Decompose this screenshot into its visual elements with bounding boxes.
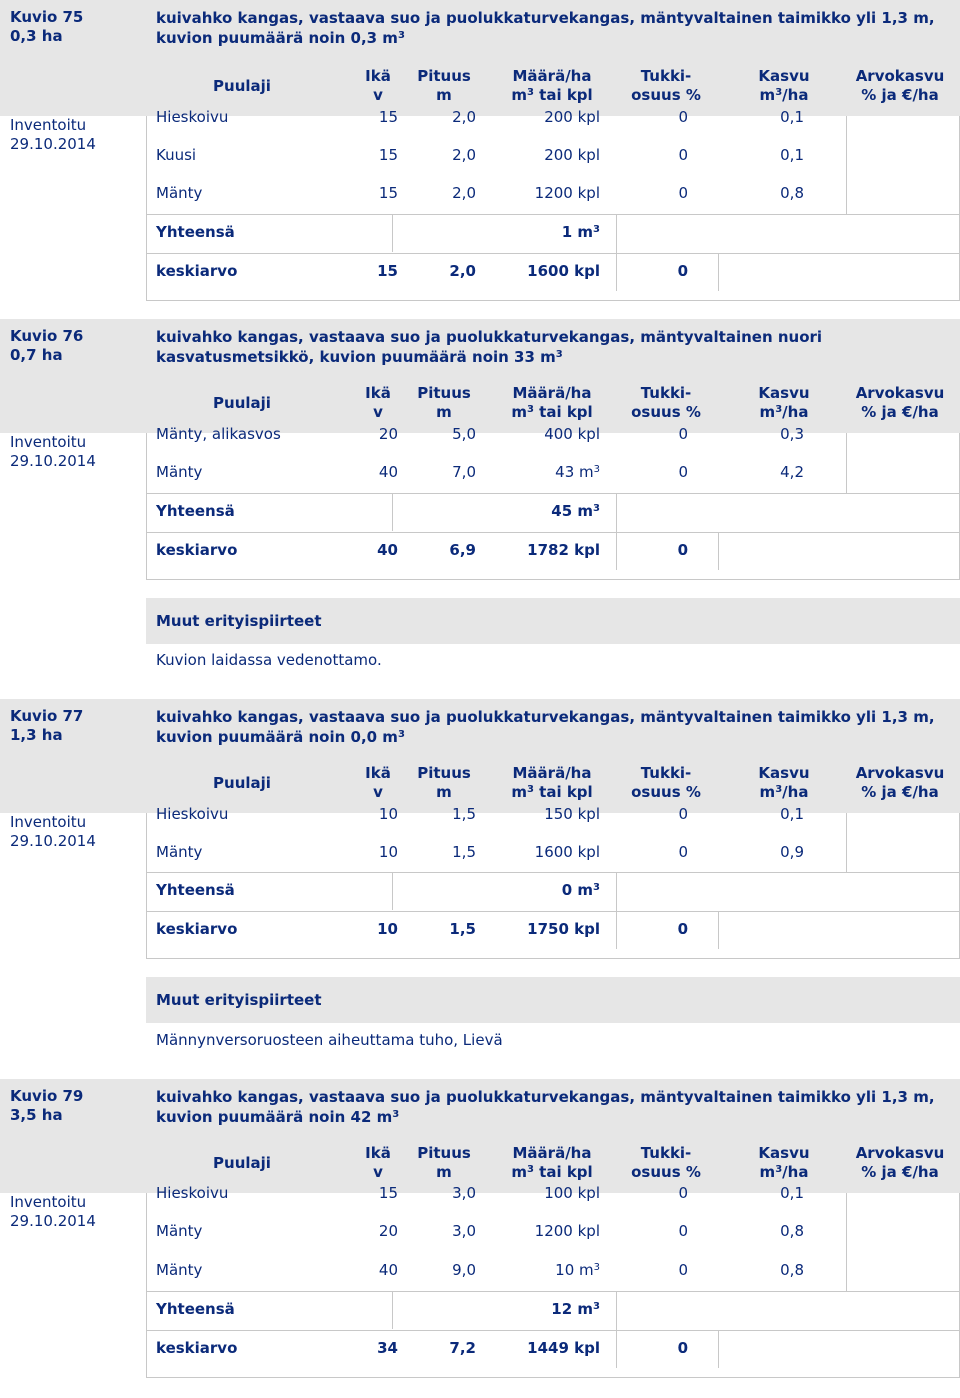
other-features-header — [146, 598, 960, 644]
col-header-ika-line1: Ikä — [365, 1144, 391, 1162]
kuvio-number: Kuvio 76 — [10, 327, 84, 345]
col-header-pituus-line2: m — [436, 403, 452, 421]
average-row — [146, 1330, 960, 1368]
inventoitu-label: Inventoitu — [10, 433, 87, 451]
inventoitu-date: 29.10.2014 — [10, 832, 96, 850]
species-name: Mänty — [156, 1222, 203, 1240]
log-share-value: 0 — [678, 108, 688, 126]
average-label: keskiarvo — [156, 262, 238, 280]
species-name: Mänty, alikasvos — [156, 425, 281, 443]
log-share-value: 0 — [678, 425, 688, 443]
col-header-maara-line2: $m^3$ tai kpl — [511, 86, 593, 104]
total-volume: 0 $m^3$ — [561, 881, 600, 899]
average-height: 2,0 — [449, 262, 476, 280]
grid-line — [146, 433, 147, 579]
growth-value: 0,8 — [780, 1222, 804, 1240]
height-value: 1,5 — [452, 843, 476, 861]
col-header-tukki-line2: osuus % — [631, 403, 701, 421]
growth-value: 0,1 — [780, 146, 804, 164]
average-log-share: 0 — [677, 1339, 688, 1357]
description-text: kuivahko kangas, vastaava suo ja puolukkaturvekangas, mäntyvaltainen taimikko yli 1,3 m, kuvion puumäärä noin 0,0 $m^3$ — [156, 708, 935, 746]
total-row — [146, 1291, 960, 1329]
average-height: 7,2 — [449, 1339, 476, 1357]
grid-line — [146, 253, 960, 254]
kuvio-area: 3,5 ha — [10, 1106, 63, 1124]
description-text: kuivahko kangas, vastaava suo ja puolukkaturvekangas, mäntyvaltainen nuori kasvatusmetsikkö, kuvion puumäärä noin 33 $m^3$ — [156, 328, 823, 366]
grid-line — [392, 1291, 393, 1329]
age-value: 10 — [378, 843, 398, 861]
average-count: 1782 kpl — [527, 541, 600, 559]
age-value: 15 — [378, 108, 398, 126]
grid-line — [146, 813, 147, 958]
grid-line — [146, 1377, 960, 1378]
col-header-arvokasvu-line2: % ja €/ha — [861, 403, 939, 421]
table-row — [146, 796, 960, 834]
col-header-pituus-line2: m — [436, 1163, 452, 1181]
volume-value: 1200 kpl — [534, 184, 600, 202]
average-age: 34 — [377, 1339, 398, 1357]
inventoitu-date: 29.10.2014 — [10, 452, 96, 470]
growth-value: 0,8 — [780, 184, 804, 202]
height-value: 2,0 — [452, 184, 476, 202]
inventoitu-label: Inventoitu — [10, 813, 87, 831]
other-features-text: Männynversoruosteen aiheuttama tuho, Lievä — [156, 1031, 503, 1049]
average-label: keskiarvo — [156, 1339, 238, 1357]
grid-line — [146, 958, 960, 959]
average-age: 10 — [377, 920, 398, 938]
grid-line — [146, 493, 960, 494]
stand-description — [146, 1079, 960, 1137]
stand-description — [146, 319, 960, 377]
species-name: Hieskoivu — [156, 108, 229, 126]
description-text: kuivahko kangas, vastaava suo ja puolukkaturvekangas, mäntyvaltainen taimikko yli 1,3 m, kuvion puumäärä noin 0,3 $m^3$ — [156, 9, 935, 47]
species-name: Mänty — [156, 463, 203, 481]
col-header-maara-line1: Määrä/ha — [512, 67, 592, 85]
col-header-kasvu-line1: Kasvu — [758, 67, 810, 85]
total-label: Yhteensä — [156, 502, 235, 520]
height-value: 3,0 — [452, 1222, 476, 1240]
height-value: 5,0 — [452, 425, 476, 443]
age-value: 15 — [378, 184, 398, 202]
grid-line — [146, 911, 960, 912]
col-header-puulaji: Puulaji — [213, 394, 271, 412]
log-share-value: 0 — [678, 805, 688, 823]
table-row — [146, 1213, 960, 1251]
col-header-ika-line1: Ikä — [365, 764, 391, 782]
other-features-title: Muut erityispiirteet — [156, 991, 322, 1009]
average-count: 1600 kpl — [527, 262, 600, 280]
height-value: 2,0 — [452, 146, 476, 164]
height-value: 7,0 — [452, 463, 476, 481]
age-value: 10 — [378, 805, 398, 823]
volume-value: 200 kpl — [544, 108, 600, 126]
grid-line — [146, 1330, 960, 1331]
average-label: keskiarvo — [156, 920, 238, 938]
table-row — [146, 1175, 960, 1213]
col-header-puulaji: Puulaji — [213, 77, 271, 95]
volume-value: 1200 kpl — [534, 1222, 600, 1240]
log-share-value: 0 — [678, 463, 688, 481]
inventoitu-label: Inventoitu — [10, 1193, 87, 1211]
col-header-pituus-line2: m — [436, 86, 452, 104]
age-value: 20 — [378, 425, 398, 443]
growth-value: 0,1 — [780, 108, 804, 126]
grid-line — [146, 1291, 960, 1292]
total-label: Yhteensä — [156, 223, 235, 241]
other-features-title: Muut erityispiirteet — [156, 612, 322, 630]
grid-line — [846, 116, 847, 214]
average-row — [146, 911, 960, 949]
volume-value: 400 kpl — [544, 425, 600, 443]
col-header-maara-line1: Määrä/ha — [512, 764, 592, 782]
col-header-pituus-line2: m — [436, 783, 452, 801]
growth-value: 0,8 — [780, 1261, 804, 1279]
grid-line — [392, 493, 393, 531]
log-share-value: 0 — [678, 184, 688, 202]
growth-value: 0,9 — [780, 843, 804, 861]
col-header-arvokasvu-line2: % ja €/ha — [861, 86, 939, 104]
grid-line — [392, 872, 393, 910]
average-log-share: 0 — [677, 920, 688, 938]
col-header-kasvu-line2: $m^3/ha$ — [759, 1163, 809, 1181]
col-header-arvokasvu-line1: Arvokasvu — [855, 1144, 945, 1162]
height-value: 9,0 — [452, 1261, 476, 1279]
grid-line — [846, 1193, 847, 1291]
grid-line — [846, 813, 847, 872]
grid-line — [146, 214, 960, 215]
grid-line — [718, 1330, 719, 1368]
average-label: keskiarvo — [156, 541, 238, 559]
col-header-pituus-line1: Pituus — [417, 764, 471, 782]
col-header-arvokasvu-line1: Arvokasvu — [855, 764, 945, 782]
col-header-tukki-line1: Tukki- — [640, 764, 692, 782]
average-log-share: 0 — [677, 262, 688, 280]
grid-line — [846, 433, 847, 493]
grid-line — [146, 579, 960, 580]
col-header-puulaji: Puulaji — [213, 1154, 271, 1172]
col-header-ika-line2: v — [373, 403, 383, 421]
age-value: 40 — [378, 1261, 398, 1279]
col-header-tukki-line2: osuus % — [631, 783, 701, 801]
average-count: 1449 kpl — [527, 1339, 600, 1357]
kuvio-number: Kuvio 75 — [10, 8, 84, 26]
log-share-value: 0 — [678, 1184, 688, 1202]
age-value: 15 — [378, 146, 398, 164]
total-label: Yhteensä — [156, 1300, 235, 1318]
log-share-value: 0 — [678, 1261, 688, 1279]
grid-line — [146, 300, 960, 301]
kuvio-number: Kuvio 77 — [10, 707, 84, 725]
volume-value: 43 $m^3$ — [555, 463, 600, 481]
table-row — [146, 834, 960, 872]
col-header-pituus-line1: Pituus — [417, 384, 471, 402]
col-header-tukki-line1: Tukki- — [640, 67, 692, 85]
kuvio-area: 0,3 ha — [10, 27, 63, 45]
col-header-tukki-line1: Tukki- — [640, 1144, 692, 1162]
kuvio-number: Kuvio 79 — [10, 1087, 84, 1105]
log-share-value: 0 — [678, 843, 688, 861]
col-header-maara-line1: Määrä/ha — [512, 1144, 592, 1162]
volume-value: 1600 kpl — [534, 843, 600, 861]
description-text: kuivahko kangas, vastaava suo ja puolukkaturvekangas, mäntyvaltainen taimikko yli 1,3 m, kuvion puumäärä noin 42 $m^3$ — [156, 1088, 935, 1126]
grid-line — [718, 911, 719, 949]
col-header-maara-line2: $m^3$ tai kpl — [511, 783, 593, 801]
col-header-tukki-line1: Tukki- — [640, 384, 692, 402]
grid-line — [392, 214, 393, 252]
col-header-ika-line1: Ikä — [365, 384, 391, 402]
table-row — [146, 1252, 960, 1290]
grid-line — [146, 116, 147, 300]
stand-description — [146, 0, 960, 60]
inventoitu-date: 29.10.2014 — [10, 135, 96, 153]
col-header-ika-line2: v — [373, 1163, 383, 1181]
species-name: Kuusi — [156, 146, 197, 164]
col-header-ika-line2: v — [373, 783, 383, 801]
col-header-ika-line2: v — [373, 86, 383, 104]
table-row — [146, 137, 960, 175]
grid-line — [146, 1193, 147, 1377]
height-value: 1,5 — [452, 805, 476, 823]
age-value: 40 — [378, 463, 398, 481]
col-header-tukki-line2: osuus % — [631, 1163, 701, 1181]
col-header-kasvu-line1: Kasvu — [758, 384, 810, 402]
col-header-pituus-line1: Pituus — [417, 1144, 471, 1162]
total-volume: 1 $m^3$ — [561, 223, 600, 241]
average-row — [146, 253, 960, 291]
average-height: 6,9 — [449, 541, 476, 559]
species-name: Hieskoivu — [156, 1184, 229, 1202]
col-header-arvokasvu-line1: Arvokasvu — [855, 384, 945, 402]
average-count: 1750 kpl — [527, 920, 600, 938]
log-share-value: 0 — [678, 146, 688, 164]
col-header-ika-line1: Ikä — [365, 67, 391, 85]
total-label: Yhteensä — [156, 881, 235, 899]
col-header-kasvu-line2: $m^3/ha$ — [759, 86, 809, 104]
col-header-maara-line2: $m^3$ tai kpl — [511, 403, 593, 421]
total-volume: 45 $m^3$ — [551, 502, 600, 520]
growth-value: 4,2 — [780, 463, 804, 481]
col-header-kasvu-line2: $m^3/ha$ — [759, 783, 809, 801]
species-name: Hieskoivu — [156, 805, 229, 823]
average-row — [146, 532, 960, 570]
volume-value: 100 kpl — [544, 1184, 600, 1202]
table-row — [146, 99, 960, 137]
log-share-value: 0 — [678, 1222, 688, 1240]
other-features-header — [146, 977, 960, 1023]
col-header-pituus-line1: Pituus — [417, 67, 471, 85]
height-value: 3,0 — [452, 1184, 476, 1202]
age-value: 15 — [378, 1184, 398, 1202]
total-row — [146, 214, 960, 252]
col-header-maara-line2: $m^3$ tai kpl — [511, 1163, 593, 1181]
inventoitu-label: Inventoitu — [10, 116, 87, 134]
col-header-arvokasvu-line2: % ja €/ha — [861, 1163, 939, 1181]
col-header-kasvu-line1: Kasvu — [758, 764, 810, 782]
col-header-arvokasvu-line2: % ja €/ha — [861, 783, 939, 801]
total-row — [146, 872, 960, 910]
col-header-kasvu-line1: Kasvu — [758, 1144, 810, 1162]
table-row — [146, 175, 960, 213]
col-header-maara-line1: Määrä/ha — [512, 384, 592, 402]
grid-line — [718, 253, 719, 291]
col-header-kasvu-line2: $m^3/ha$ — [759, 403, 809, 421]
total-row — [146, 493, 960, 531]
growth-value: 0,1 — [780, 1184, 804, 1202]
volume-value: 200 kpl — [544, 146, 600, 164]
total-volume: 12 $m^3$ — [551, 1300, 600, 1318]
stand-description — [146, 699, 960, 757]
species-name: Mänty — [156, 1261, 203, 1279]
grid-line — [718, 532, 719, 570]
average-log-share: 0 — [677, 541, 688, 559]
average-age: 40 — [377, 541, 398, 559]
volume-value: 10 $m^3$ — [555, 1261, 600, 1279]
col-header-tukki-line2: osuus % — [631, 86, 701, 104]
col-header-arvokasvu-line1: Arvokasvu — [855, 67, 945, 85]
grid-line — [146, 872, 960, 873]
age-value: 20 — [378, 1222, 398, 1240]
table-row — [146, 416, 960, 454]
species-name: Mänty — [156, 843, 203, 861]
height-value: 2,0 — [452, 108, 476, 126]
inventoitu-date: 29.10.2014 — [10, 1212, 96, 1230]
growth-value: 0,1 — [780, 805, 804, 823]
average-age: 15 — [377, 262, 398, 280]
kuvio-area: 0,7 ha — [10, 346, 63, 364]
grid-line — [146, 532, 960, 533]
other-features-text: Kuvion laidassa vedenottamo. — [156, 651, 382, 669]
volume-value: 150 kpl — [544, 805, 600, 823]
species-name: Mänty — [156, 184, 203, 202]
growth-value: 0,3 — [780, 425, 804, 443]
average-height: 1,5 — [449, 920, 476, 938]
col-header-puulaji: Puulaji — [213, 774, 271, 792]
table-row — [146, 454, 960, 492]
kuvio-area: 1,3 ha — [10, 726, 63, 744]
